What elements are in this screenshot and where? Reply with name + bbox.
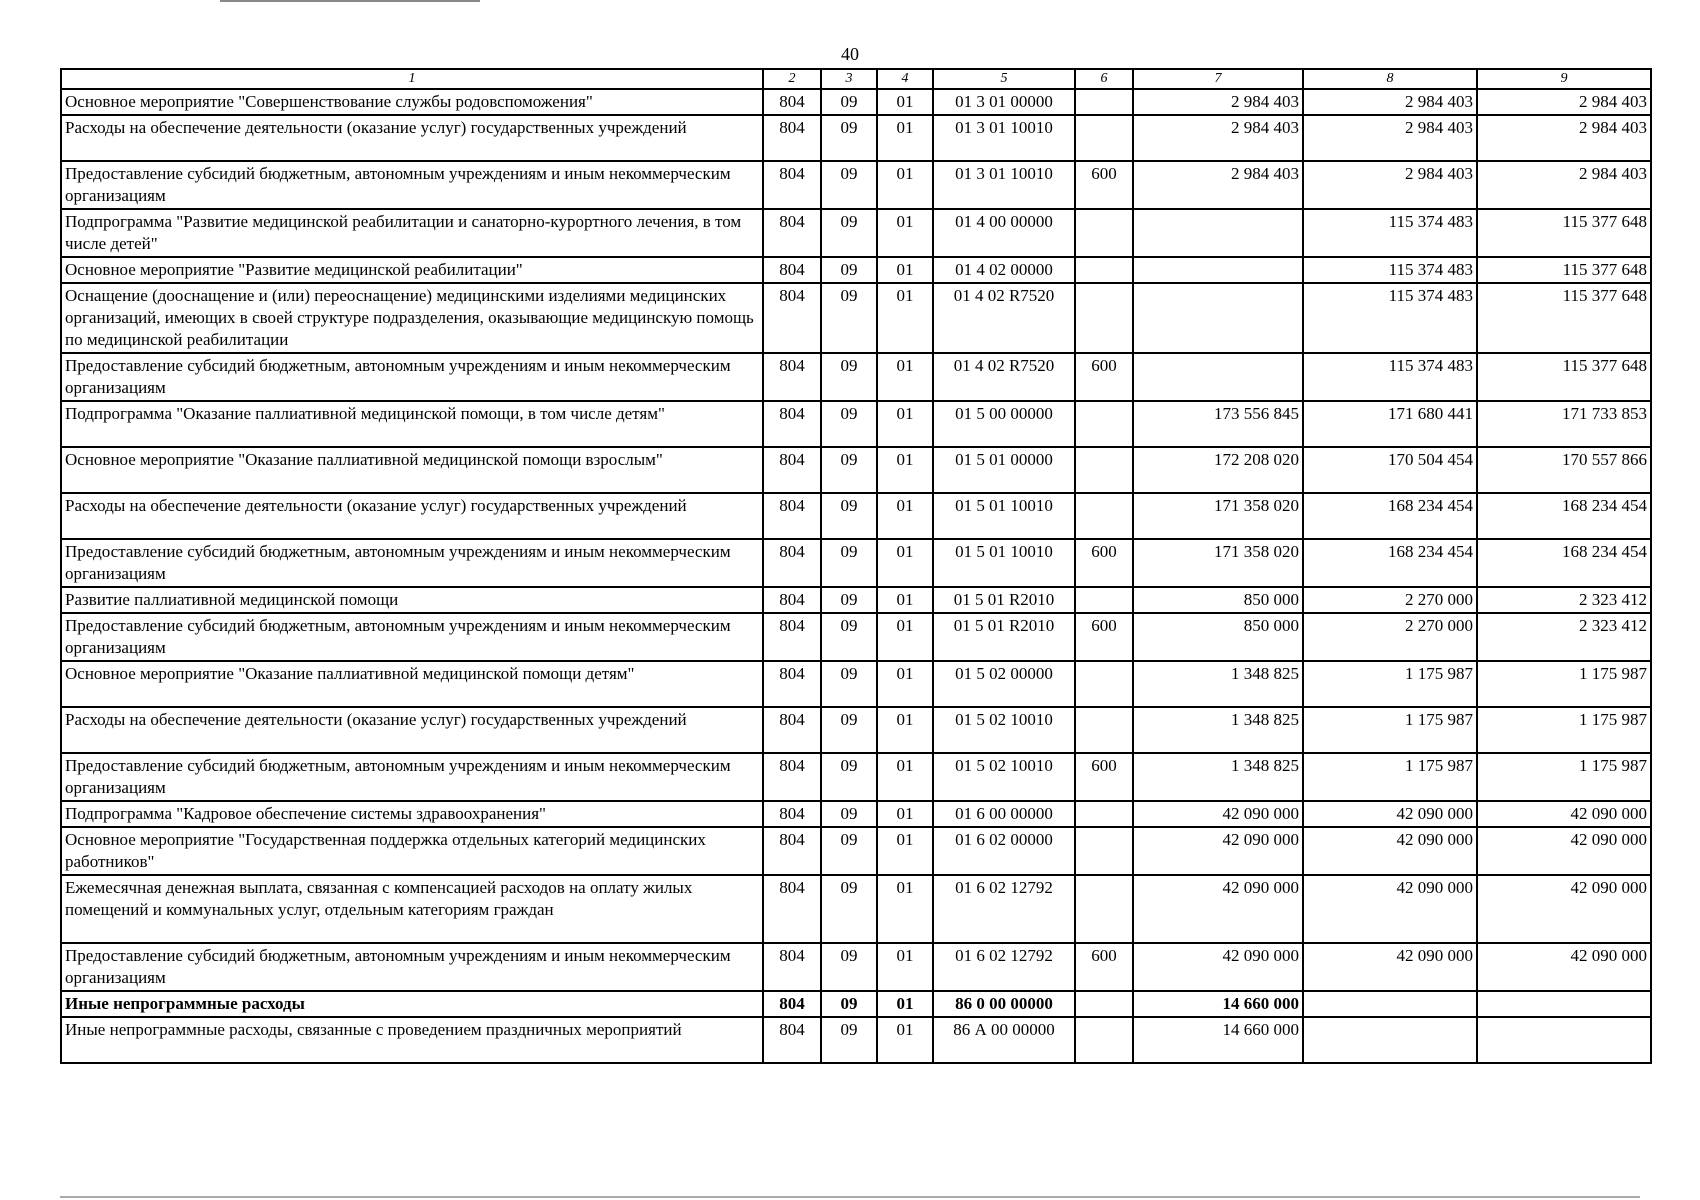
row-name-cell: Оснащение (дооснащение и (или) переоснащение) медицинскими изделиями медицинских организаций, имеющих в своей структуре подразделения, оказывающие медицинскую помощь по медицинской реабилитации xyxy=(61,283,763,353)
row-code-2-cell: 804 xyxy=(763,991,821,1017)
row-value-7-cell: 2 984 403 xyxy=(1133,115,1303,161)
row-code-6-cell: 600 xyxy=(1075,613,1133,661)
row-value-9-cell: 1 175 987 xyxy=(1477,707,1651,753)
row-code-4-cell: 01 xyxy=(877,257,933,283)
row-value-7-cell: 42 090 000 xyxy=(1133,801,1303,827)
row-value-8-cell: 42 090 000 xyxy=(1303,943,1477,991)
table-row xyxy=(61,827,1651,875)
row-code-3-cell: 09 xyxy=(821,943,877,991)
row-code-3-cell: 09 xyxy=(821,827,877,875)
row-name-cell: Предоставление субсидий бюджетным, автономным учреждениям и иным некоммерческим организациям xyxy=(61,539,763,587)
row-code-4-cell: 01 xyxy=(877,707,933,753)
row-name-cell: Иные непрограммные расходы, связанные с проведением праздничных мероприятий xyxy=(61,1017,763,1063)
column-header-2: 2 xyxy=(763,69,821,89)
row-value-8-cell: 2 270 000 xyxy=(1303,587,1477,613)
row-name-cell: Основное мероприятие "Оказание паллиативной медицинской помощи взрослым" xyxy=(61,447,763,493)
row-code-3-cell: 09 xyxy=(821,753,877,801)
row-code-2-cell: 804 xyxy=(763,801,821,827)
row-value-7-cell: 1 348 825 xyxy=(1133,753,1303,801)
row-value-7-cell: 172 208 020 xyxy=(1133,447,1303,493)
row-value-9-cell: 115 377 648 xyxy=(1477,257,1651,283)
row-code-4-cell: 01 xyxy=(877,1017,933,1063)
table-row xyxy=(61,661,1651,707)
row-value-8-cell: 1 175 987 xyxy=(1303,753,1477,801)
row-code-6-cell: 600 xyxy=(1075,161,1133,209)
row-code-6-cell xyxy=(1075,801,1133,827)
row-name-cell: Подпрограмма "Кадровое обеспечение системы здравоохранения" xyxy=(61,801,763,827)
row-code-6-cell xyxy=(1075,447,1133,493)
row-value-8-cell: 168 234 454 xyxy=(1303,539,1477,587)
row-value-7-cell: 171 358 020 xyxy=(1133,539,1303,587)
row-code-6-cell xyxy=(1075,827,1133,875)
row-value-8-cell: 42 090 000 xyxy=(1303,801,1477,827)
row-code-5-cell: 01 6 02 00000 xyxy=(933,827,1075,875)
row-value-7-cell: 2 984 403 xyxy=(1133,161,1303,209)
row-code-4-cell: 01 xyxy=(877,401,933,447)
row-name-cell: Предоставление субсидий бюджетным, автономным учреждениям и иным некоммерческим организациям xyxy=(61,753,763,801)
table-row xyxy=(61,115,1651,161)
row-value-7-cell: 173 556 845 xyxy=(1133,401,1303,447)
row-code-3-cell: 09 xyxy=(821,661,877,707)
row-value-9-cell xyxy=(1477,1017,1651,1063)
row-name-cell: Подпрограмма "Развитие медицинской реабилитации и санаторно-курортного лечения, в том числе детей" xyxy=(61,209,763,257)
row-code-3-cell: 09 xyxy=(821,447,877,493)
table-row xyxy=(61,493,1651,539)
scan-artifact-bottom xyxy=(60,1196,1640,1198)
row-code-5-cell: 01 5 02 10010 xyxy=(933,707,1075,753)
row-code-6-cell xyxy=(1075,209,1133,257)
row-value-9-cell xyxy=(1477,991,1651,1017)
row-value-9-cell: 2 323 412 xyxy=(1477,613,1651,661)
row-value-9-cell: 171 733 853 xyxy=(1477,401,1651,447)
row-value-7-cell: 2 984 403 xyxy=(1133,89,1303,115)
row-code-4-cell: 01 xyxy=(877,661,933,707)
row-value-8-cell: 42 090 000 xyxy=(1303,875,1477,943)
table-row xyxy=(61,943,1651,991)
row-code-4-cell: 01 xyxy=(877,89,933,115)
table-row xyxy=(61,283,1651,353)
row-value-9-cell: 42 090 000 xyxy=(1477,801,1651,827)
row-value-7-cell xyxy=(1133,283,1303,353)
row-code-5-cell: 01 5 02 10010 xyxy=(933,753,1075,801)
row-code-5-cell: 01 3 01 10010 xyxy=(933,115,1075,161)
row-value-9-cell: 42 090 000 xyxy=(1477,827,1651,875)
row-code-3-cell: 09 xyxy=(821,613,877,661)
column-header-1: 1 xyxy=(61,69,763,89)
row-value-8-cell: 115 374 483 xyxy=(1303,283,1477,353)
row-code-2-cell: 804 xyxy=(763,401,821,447)
row-name-cell: Основное мероприятие "Оказание паллиативной медицинской помощи детям" xyxy=(61,661,763,707)
scan-artifact-top xyxy=(220,0,480,2)
row-code-6-cell xyxy=(1075,115,1133,161)
row-code-6-cell: 600 xyxy=(1075,353,1133,401)
column-header-5: 5 xyxy=(933,69,1075,89)
row-code-2-cell: 804 xyxy=(763,661,821,707)
column-header-4: 4 xyxy=(877,69,933,89)
row-code-6-cell xyxy=(1075,401,1133,447)
row-value-9-cell: 42 090 000 xyxy=(1477,943,1651,991)
table-row xyxy=(61,801,1651,827)
row-value-8-cell xyxy=(1303,1017,1477,1063)
row-value-8-cell: 2 984 403 xyxy=(1303,115,1477,161)
column-header-3: 3 xyxy=(821,69,877,89)
row-code-5-cell: 01 5 00 00000 xyxy=(933,401,1075,447)
row-code-3-cell: 09 xyxy=(821,801,877,827)
row-code-2-cell: 804 xyxy=(763,827,821,875)
row-name-cell: Расходы на обеспечение деятельности (оказание услуг) государственных учреждений xyxy=(61,115,763,161)
row-code-3-cell: 09 xyxy=(821,89,877,115)
row-value-8-cell: 115 374 483 xyxy=(1303,209,1477,257)
table-row xyxy=(61,875,1651,943)
table-row xyxy=(61,353,1651,401)
row-code-3-cell: 09 xyxy=(821,115,877,161)
row-name-cell: Основное мероприятие "Государственная поддержка отдельных категорий медицинских работников" xyxy=(61,827,763,875)
row-code-2-cell: 804 xyxy=(763,943,821,991)
row-code-4-cell: 01 xyxy=(877,447,933,493)
row-code-3-cell: 09 xyxy=(821,539,877,587)
row-code-2-cell: 804 xyxy=(763,613,821,661)
table-row xyxy=(61,401,1651,447)
row-value-7-cell xyxy=(1133,209,1303,257)
row-code-6-cell xyxy=(1075,707,1133,753)
row-value-8-cell: 1 175 987 xyxy=(1303,661,1477,707)
row-code-3-cell: 09 xyxy=(821,875,877,943)
row-value-8-cell: 115 374 483 xyxy=(1303,257,1477,283)
row-code-6-cell xyxy=(1075,875,1133,943)
row-value-7-cell: 1 348 825 xyxy=(1133,707,1303,753)
row-value-9-cell: 115 377 648 xyxy=(1477,209,1651,257)
row-value-7-cell: 14 660 000 xyxy=(1133,1017,1303,1063)
row-code-3-cell: 09 xyxy=(821,991,877,1017)
row-code-4-cell: 01 xyxy=(877,353,933,401)
row-value-8-cell: 2 270 000 xyxy=(1303,613,1477,661)
row-value-9-cell: 2 984 403 xyxy=(1477,161,1651,209)
row-name-cell: Предоставление субсидий бюджетным, автономным учреждениям и иным некоммерческим организациям xyxy=(61,353,763,401)
row-value-9-cell: 168 234 454 xyxy=(1477,493,1651,539)
table-row xyxy=(61,209,1651,257)
row-code-2-cell: 804 xyxy=(763,209,821,257)
row-code-5-cell: 01 5 01 10010 xyxy=(933,493,1075,539)
row-code-2-cell: 804 xyxy=(763,707,821,753)
row-value-8-cell: 2 984 403 xyxy=(1303,161,1477,209)
row-code-3-cell: 09 xyxy=(821,587,877,613)
row-code-4-cell: 01 xyxy=(877,115,933,161)
row-code-3-cell: 09 xyxy=(821,257,877,283)
row-name-cell: Предоставление субсидий бюджетным, автономным учреждениям и иным некоммерческим организациям xyxy=(61,613,763,661)
row-value-8-cell: 171 680 441 xyxy=(1303,401,1477,447)
row-code-5-cell: 01 5 01 10010 xyxy=(933,539,1075,587)
table-body xyxy=(61,89,1651,1063)
row-code-2-cell: 804 xyxy=(763,447,821,493)
row-name-cell: Ежемесячная денежная выплата, связанная с компенсацией расходов на оплату жилых помещений и коммунальных услуг, отдельным категориям граждан xyxy=(61,875,763,943)
row-code-6-cell xyxy=(1075,257,1133,283)
row-code-4-cell: 01 xyxy=(877,753,933,801)
row-value-9-cell: 2 984 403 xyxy=(1477,115,1651,161)
row-value-8-cell: 1 175 987 xyxy=(1303,707,1477,753)
row-code-2-cell: 804 xyxy=(763,875,821,943)
row-value-8-cell: 115 374 483 xyxy=(1303,353,1477,401)
row-name-cell: Расходы на обеспечение деятельности (оказание услуг) государственных учреждений xyxy=(61,707,763,753)
table-row xyxy=(61,753,1651,801)
row-code-2-cell: 804 xyxy=(763,115,821,161)
row-code-5-cell: 01 6 02 12792 xyxy=(933,875,1075,943)
column-header-7: 7 xyxy=(1133,69,1303,89)
row-code-5-cell: 01 4 02 00000 xyxy=(933,257,1075,283)
row-code-5-cell: 01 6 02 12792 xyxy=(933,943,1075,991)
row-code-4-cell: 01 xyxy=(877,283,933,353)
row-code-3-cell: 09 xyxy=(821,493,877,539)
row-code-3-cell: 09 xyxy=(821,1017,877,1063)
row-code-3-cell: 09 xyxy=(821,283,877,353)
row-name-cell: Основное мероприятие "Развитие медицинской реабилитации" xyxy=(61,257,763,283)
table-row xyxy=(61,257,1651,283)
row-code-4-cell: 01 xyxy=(877,827,933,875)
column-header-6: 6 xyxy=(1075,69,1133,89)
row-value-7-cell xyxy=(1133,353,1303,401)
row-code-5-cell: 01 5 02 00000 xyxy=(933,661,1075,707)
row-code-5-cell: 01 5 01 R2010 xyxy=(933,613,1075,661)
table-row xyxy=(61,539,1651,587)
row-code-6-cell xyxy=(1075,991,1133,1017)
row-code-6-cell xyxy=(1075,89,1133,115)
row-code-2-cell: 804 xyxy=(763,89,821,115)
row-name-cell: Основное мероприятие "Совершенствование службы родовспоможения" xyxy=(61,89,763,115)
row-value-7-cell: 1 348 825 xyxy=(1133,661,1303,707)
row-code-2-cell: 804 xyxy=(763,539,821,587)
row-code-4-cell: 01 xyxy=(877,875,933,943)
row-value-9-cell: 42 090 000 xyxy=(1477,875,1651,943)
row-code-4-cell: 01 xyxy=(877,539,933,587)
row-name-cell: Расходы на обеспечение деятельности (оказание услуг) государственных учреждений xyxy=(61,493,763,539)
row-value-7-cell: 42 090 000 xyxy=(1133,943,1303,991)
table-row xyxy=(61,161,1651,209)
row-value-7-cell: 171 358 020 xyxy=(1133,493,1303,539)
table-row xyxy=(61,89,1651,115)
row-name-cell: Иные непрограммные расходы xyxy=(61,991,763,1017)
page-number: 40 xyxy=(841,44,859,64)
row-code-6-cell: 600 xyxy=(1075,943,1133,991)
row-code-6-cell xyxy=(1075,587,1133,613)
table-row xyxy=(61,613,1651,661)
row-value-8-cell: 42 090 000 xyxy=(1303,827,1477,875)
row-name-cell: Предоставление субсидий бюджетным, автономным учреждениям и иным некоммерческим организациям xyxy=(61,943,763,991)
budget-table xyxy=(60,68,1652,1064)
row-value-9-cell: 115 377 648 xyxy=(1477,283,1651,353)
row-code-4-cell: 01 xyxy=(877,493,933,539)
row-value-7-cell: 850 000 xyxy=(1133,613,1303,661)
row-code-4-cell: 01 xyxy=(877,991,933,1017)
row-code-2-cell: 804 xyxy=(763,587,821,613)
row-name-cell: Подпрограмма "Оказание паллиативной медицинской помощи, в том числе детям" xyxy=(61,401,763,447)
row-code-6-cell xyxy=(1075,1017,1133,1063)
row-code-2-cell: 804 xyxy=(763,1017,821,1063)
column-header-8: 8 xyxy=(1303,69,1477,89)
row-code-2-cell: 804 xyxy=(763,353,821,401)
row-code-2-cell: 804 xyxy=(763,161,821,209)
row-code-5-cell: 01 3 01 00000 xyxy=(933,89,1075,115)
row-code-5-cell: 01 4 00 00000 xyxy=(933,209,1075,257)
row-value-8-cell: 170 504 454 xyxy=(1303,447,1477,493)
column-number-row xyxy=(61,69,1651,89)
table-row xyxy=(61,1017,1651,1063)
row-code-2-cell: 804 xyxy=(763,493,821,539)
row-code-6-cell xyxy=(1075,661,1133,707)
table-row xyxy=(61,991,1651,1017)
row-value-7-cell: 14 660 000 xyxy=(1133,991,1303,1017)
row-code-4-cell: 01 xyxy=(877,613,933,661)
row-code-3-cell: 09 xyxy=(821,209,877,257)
row-code-5-cell: 01 5 01 R2010 xyxy=(933,587,1075,613)
row-code-5-cell: 01 5 01 00000 xyxy=(933,447,1075,493)
row-value-9-cell: 168 234 454 xyxy=(1477,539,1651,587)
row-value-9-cell: 115 377 648 xyxy=(1477,353,1651,401)
row-value-7-cell xyxy=(1133,257,1303,283)
table-row xyxy=(61,587,1651,613)
row-name-cell: Развитие паллиативной медицинской помощи xyxy=(61,587,763,613)
row-code-4-cell: 01 xyxy=(877,943,933,991)
row-value-8-cell xyxy=(1303,991,1477,1017)
row-value-8-cell: 2 984 403 xyxy=(1303,89,1477,115)
row-code-5-cell: 01 3 01 10010 xyxy=(933,161,1075,209)
row-code-5-cell: 01 6 00 00000 xyxy=(933,801,1075,827)
row-value-9-cell: 2 984 403 xyxy=(1477,89,1651,115)
row-code-2-cell: 804 xyxy=(763,283,821,353)
row-value-8-cell: 168 234 454 xyxy=(1303,493,1477,539)
row-code-6-cell: 600 xyxy=(1075,539,1133,587)
row-code-5-cell: 86 А 00 00000 xyxy=(933,1017,1075,1063)
row-value-7-cell: 42 090 000 xyxy=(1133,875,1303,943)
row-code-6-cell: 600 xyxy=(1075,753,1133,801)
row-code-4-cell: 01 xyxy=(877,587,933,613)
table-row xyxy=(61,447,1651,493)
row-code-6-cell xyxy=(1075,283,1133,353)
row-code-5-cell: 01 4 02 R7520 xyxy=(933,283,1075,353)
row-code-5-cell: 01 4 02 R7520 xyxy=(933,353,1075,401)
row-code-5-cell: 86 0 00 00000 xyxy=(933,991,1075,1017)
row-value-9-cell: 170 557 866 xyxy=(1477,447,1651,493)
row-code-3-cell: 09 xyxy=(821,161,877,209)
row-code-3-cell: 09 xyxy=(821,401,877,447)
row-value-9-cell: 2 323 412 xyxy=(1477,587,1651,613)
column-header-9: 9 xyxy=(1477,69,1651,89)
row-value-9-cell: 1 175 987 xyxy=(1477,753,1651,801)
row-code-4-cell: 01 xyxy=(877,209,933,257)
row-value-7-cell: 850 000 xyxy=(1133,587,1303,613)
row-code-6-cell xyxy=(1075,493,1133,539)
table-row xyxy=(61,707,1651,753)
row-code-3-cell: 09 xyxy=(821,707,877,753)
row-value-9-cell: 1 175 987 xyxy=(1477,661,1651,707)
row-name-cell: Предоставление субсидий бюджетным, автономным учреждениям и иным некоммерческим организациям xyxy=(61,161,763,209)
row-code-3-cell: 09 xyxy=(821,353,877,401)
row-code-2-cell: 804 xyxy=(763,257,821,283)
row-code-4-cell: 01 xyxy=(877,161,933,209)
row-code-2-cell: 804 xyxy=(763,753,821,801)
row-code-4-cell: 01 xyxy=(877,801,933,827)
row-value-7-cell: 42 090 000 xyxy=(1133,827,1303,875)
